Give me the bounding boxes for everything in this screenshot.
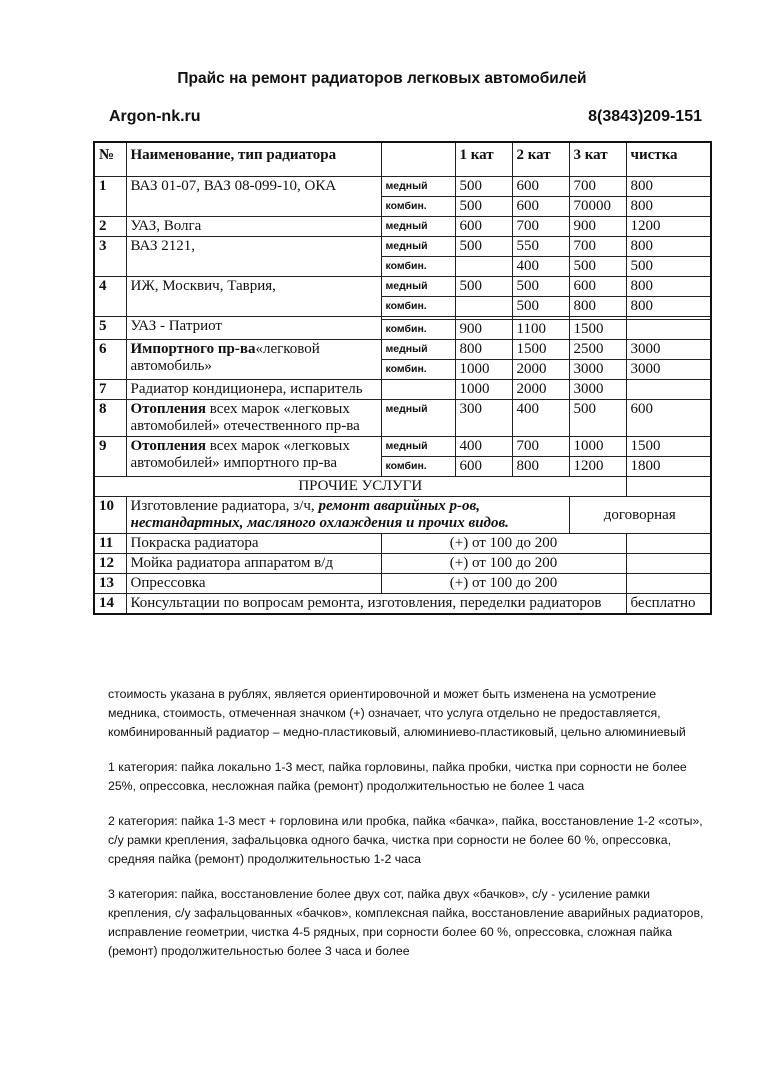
row-name: Радиатор кондиционера, испаритель xyxy=(126,380,381,400)
note-paragraph: 2 категория: пайка 1-3 мест + горловина или пробка, пайка «бачка», пайка, восстановление 1-2 «соты», с/у рамки крепления, зафальцовка одного бачка, чистка при сорности не более 60 %, опрессовка, средняя пайка (ремонт) продолжительностью 1-2 часа xyxy=(108,814,703,866)
price-cat2: 600 xyxy=(512,197,569,217)
price-cat3: 3000 xyxy=(569,380,626,400)
site-url: Argon-nk.ru xyxy=(109,108,201,125)
phone-number: 8(3843)209-151 xyxy=(588,108,702,125)
column-header: Наименование, тип радиатора xyxy=(126,142,381,177)
price-cat2: 2000 xyxy=(512,380,569,400)
column-header xyxy=(381,142,455,177)
price-cat1: 900 xyxy=(455,320,512,340)
price-cat3: 500 xyxy=(569,400,626,437)
radiator-kind: комбин. xyxy=(381,320,455,340)
section-header-row xyxy=(94,477,711,497)
row-name: ВАЗ 01-07, ВАЗ 08-099-10, ОКА xyxy=(126,177,381,217)
row-number: 2 xyxy=(94,217,126,237)
row-number: 3 xyxy=(94,237,126,277)
row-number: 6 xyxy=(94,340,126,380)
radiator-kind: медный xyxy=(381,217,455,237)
price-cleaning: 1200 xyxy=(626,217,711,237)
price-cat3: 1500 xyxy=(569,320,626,340)
price-cat3: 800 xyxy=(569,297,626,317)
price-cat1: 800 xyxy=(455,340,512,360)
price-cleaning: 800 xyxy=(626,277,711,297)
empty-cell xyxy=(626,554,711,574)
price-cat1: 500 xyxy=(455,177,512,197)
price-cat2: 550 xyxy=(512,237,569,257)
price-cat1 xyxy=(455,257,512,277)
row-name xyxy=(126,437,381,477)
price-cleaning: 1800 xyxy=(626,457,711,477)
radiator-kind: медный xyxy=(381,437,455,457)
service-price: (+) от 100 до 200 xyxy=(381,574,626,594)
service-price: (+) от 100 до 200 xyxy=(381,534,626,554)
price-cleaning: 3000 xyxy=(626,340,711,360)
table-row xyxy=(94,437,711,457)
row-name xyxy=(126,340,381,380)
service-name: Покраска радиатора xyxy=(126,534,381,554)
radiator-kind: медный xyxy=(381,400,455,437)
row-number: 10 xyxy=(94,497,126,534)
price-cleaning: 800 xyxy=(626,197,711,217)
row-number: 11 xyxy=(94,534,126,554)
radiator-kind: медный xyxy=(381,277,455,297)
price-cat3: 900 xyxy=(569,217,626,237)
table-row xyxy=(94,400,711,437)
table-row xyxy=(94,277,711,297)
table-row xyxy=(94,340,711,360)
price-cat1: 300 xyxy=(455,400,512,437)
price-cleaning xyxy=(626,380,711,400)
radiator-kind: комбин. xyxy=(381,360,455,380)
price-cleaning: 800 xyxy=(626,297,711,317)
price-cat2: 1100 xyxy=(512,320,569,340)
column-header: 1 кат xyxy=(455,142,512,177)
service-name: Консультации по вопросам ремонта, изготовления, переделки радиаторов xyxy=(126,594,626,615)
radiator-kind: медный xyxy=(381,177,455,197)
radiator-kind: медный xyxy=(381,340,455,360)
price-cat3: 700 xyxy=(569,177,626,197)
row-number: 8 xyxy=(94,400,126,437)
column-header: № xyxy=(94,142,126,177)
price-cat1: 600 xyxy=(455,217,512,237)
price-cleaning: 600 xyxy=(626,400,711,437)
price-cleaning: 1500 xyxy=(626,437,711,457)
note-paragraph: стоимость указана в рублях, является ориентировочной и может быть изменена на усмотрение медника, стоимость, отмеченная значком (+) означает, что услуга отдельно не предоставляется, комбинированный радиатор – медно-пластиковый, алюминиево-пластиковый, цельно алюминиевый xyxy=(108,687,686,739)
column-header: 2 кат xyxy=(512,142,569,177)
price-cat3: 600 xyxy=(569,277,626,297)
service-name xyxy=(126,497,569,534)
service-price: договорная xyxy=(569,497,711,534)
price-cat2: 1500 xyxy=(512,340,569,360)
price-cat2: 800 xyxy=(512,457,569,477)
table-row xyxy=(94,380,711,400)
service-name: Мойка радиатора аппаратом в/д xyxy=(126,554,381,574)
radiator-kind: комбин. xyxy=(381,297,455,317)
note-paragraph: 3 категория: пайка, восстановление более двух сот, пайка двух «бачков», с/у - усиление рамки крепления, с/у зафальцованных «бачков», комплексная пайка, восстановление аварийных радиаторов, исправление геометрии, чистка 4-5 рядных, при сорности более 60 %, опрессовка, сложная пайка (ремонт) продолжительностью более 3 часа и более xyxy=(108,887,704,958)
price-cat2: 2000 xyxy=(512,360,569,380)
price-cleaning: 3000 xyxy=(626,360,711,380)
radiator-kind: комбин. xyxy=(381,457,455,477)
price-cleaning: 800 xyxy=(626,237,711,257)
row-number: 14 xyxy=(94,594,126,615)
price-cat1 xyxy=(455,297,512,317)
service-text-emphasis: ремонт аварийных р-ов, нестандартных, масляного охлаждения и прочих видов. xyxy=(130,498,509,531)
notes xyxy=(108,685,708,977)
column-header: чистка xyxy=(626,142,711,177)
service-row xyxy=(94,534,711,554)
price-cat1: 500 xyxy=(455,237,512,257)
row-number: 9 xyxy=(94,437,126,477)
empty-cell xyxy=(626,477,711,497)
price-cat2: 600 xyxy=(512,177,569,197)
price-cat1: 600 xyxy=(455,457,512,477)
row-name-bold: Отопления xyxy=(130,438,206,454)
price-cat3: 2500 xyxy=(569,340,626,360)
row-name-rest: «легковой автомобиль» xyxy=(130,341,320,374)
price-cat2: 400 xyxy=(512,400,569,437)
row-name: ИЖ, Москвич, Таврия, xyxy=(126,277,381,317)
row-number: 4 xyxy=(94,277,126,317)
row-name-rest: всех марок «легковых автомобилей» отечественного пр-ва xyxy=(130,401,360,434)
section-header: ПРОЧИЕ УСЛУГИ xyxy=(94,477,626,497)
service-text: Изготовление радиатора, з/ч, xyxy=(130,498,319,514)
row-name-bold: Импортного пр-ва xyxy=(130,341,256,357)
service-row xyxy=(94,594,711,615)
price-cat1: 400 xyxy=(455,437,512,457)
service-price: (+) от 100 до 200 xyxy=(381,554,626,574)
table-row xyxy=(94,177,711,197)
price-cat2: 400 xyxy=(512,257,569,277)
price-cat3: 1000 xyxy=(569,437,626,457)
row-number: 1 xyxy=(94,177,126,217)
price-cleaning xyxy=(626,320,711,340)
row-number: 12 xyxy=(94,554,126,574)
price-cat1: 1000 xyxy=(455,380,512,400)
price-cat2: 700 xyxy=(512,437,569,457)
row-name: УАЗ - Патриот xyxy=(126,317,381,340)
service-row xyxy=(94,554,711,574)
row-number: 5 xyxy=(94,317,126,340)
column-header: 3 кат xyxy=(569,142,626,177)
price-cleaning: 500 xyxy=(626,257,711,277)
radiator-kind: комбин. xyxy=(381,257,455,277)
price-cat2: 500 xyxy=(512,297,569,317)
price-cat3: 700 xyxy=(569,237,626,257)
row-number: 13 xyxy=(94,574,126,594)
service-price: бесплатно xyxy=(626,594,711,615)
empty-cell xyxy=(626,574,711,594)
price-cat3: 1200 xyxy=(569,457,626,477)
service-row xyxy=(94,497,711,534)
price-cat3: 70000 xyxy=(569,197,626,217)
price-cat2: 500 xyxy=(512,277,569,297)
price-cat3: 3000 xyxy=(569,360,626,380)
table-row xyxy=(94,237,711,257)
row-name xyxy=(126,400,381,437)
note-paragraph: 1 категория: пайка локально 1-3 мест, пайка горловины, пайка пробки, чистка при сорности не более 25%, опрессовка, несложная пайка (ремонт) продолжительностью не более 1 часа xyxy=(108,760,687,793)
row-name: УАЗ, Волга xyxy=(126,217,381,237)
price-cat3: 500 xyxy=(569,257,626,277)
row-name-bold: Отопления xyxy=(130,401,206,417)
radiator-kind: комбин. xyxy=(381,197,455,217)
price-cat1: 500 xyxy=(455,197,512,217)
row-number: 7 xyxy=(94,380,126,400)
price-cleaning: 800 xyxy=(626,177,711,197)
empty-cell xyxy=(626,534,711,554)
price-cat1: 500 xyxy=(455,277,512,297)
row-name: ВАЗ 2121, xyxy=(126,237,381,277)
price-table xyxy=(93,141,712,615)
price-cat2: 700 xyxy=(512,217,569,237)
price-cat1: 1000 xyxy=(455,360,512,380)
page-title: Прайс на ремонт радиаторов легковых автомобилей xyxy=(177,70,587,87)
table-row xyxy=(94,217,711,237)
table-header-row xyxy=(94,142,711,177)
radiator-kind: медный xyxy=(381,237,455,257)
row-name-rest: всех марок «легковых автомобилей» импортного пр-ва xyxy=(130,438,350,471)
service-row xyxy=(94,574,711,594)
radiator-kind xyxy=(381,380,455,400)
service-name: Опрессовка xyxy=(126,574,381,594)
